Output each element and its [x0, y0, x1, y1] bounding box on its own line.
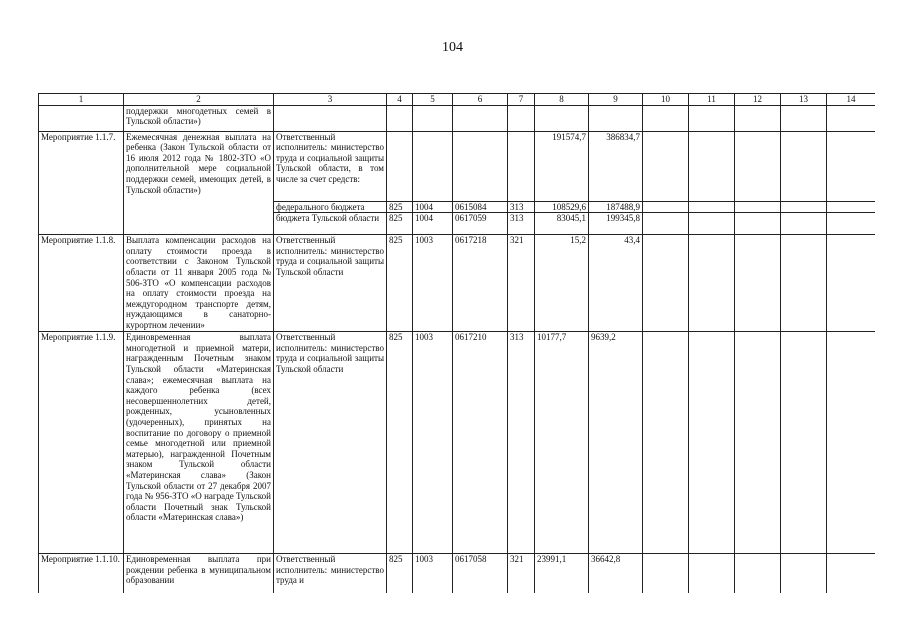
- code-cell: 313: [508, 332, 535, 554]
- value-cell: 199345,8: [589, 213, 643, 235]
- description-cell: Единовременная выплата при рождении ребенка в муниципальном образовании: [124, 554, 274, 593]
- header-cell: 9: [589, 94, 643, 106]
- code-cell: 825: [387, 235, 413, 332]
- code-cell: 313: [508, 201, 535, 213]
- code-cell: 1004: [413, 213, 453, 235]
- code-cell: 0617058: [453, 554, 508, 593]
- table-row: [39, 131, 876, 201]
- funding-source-cell: бюджета Тульской области: [274, 213, 387, 235]
- header-cell: 4: [387, 94, 413, 106]
- value-cell: 108529,6: [535, 201, 589, 213]
- header-cell: 1: [39, 94, 124, 106]
- executor-cell: Ответственный исполнитель: министерство труда и социальной защиты Тульской области: [274, 332, 387, 554]
- code-cell: 825: [387, 554, 413, 593]
- code-cell: 825: [387, 201, 413, 213]
- code-cell: 825: [387, 332, 413, 554]
- table-row: [39, 235, 876, 332]
- table-row: [39, 332, 876, 554]
- value-cell: 23991,1: [535, 554, 589, 593]
- event-cell: Мероприятие 1.1.9.: [39, 332, 124, 554]
- header-cell: 14: [827, 94, 876, 106]
- page-number: 104: [442, 40, 463, 55]
- code-cell: 0617218: [453, 235, 508, 332]
- header-cell: 5: [413, 94, 453, 106]
- header-cell: 13: [781, 94, 827, 106]
- header-cell: 2: [124, 94, 274, 106]
- code-cell: 0615084: [453, 201, 508, 213]
- code-cell: 321: [508, 554, 535, 593]
- header-cell: 3: [274, 94, 387, 106]
- value-cell: 386834,7: [589, 131, 643, 201]
- header-cell: 10: [643, 94, 689, 106]
- description-cell: Ежемесячная денежная выплата на ребенка (Закон Тульской области от 16 июля 2012 года № 1802-ЗТО «О дополнительной мере социальной поддержки семей, имеющих детей, в Тульской области»): [124, 131, 274, 235]
- header-cell: 7: [508, 94, 535, 106]
- executor-cell: Ответственный исполнитель: министерство труда и социальной защиты Тульской области: [274, 235, 387, 332]
- code-cell: 1003: [413, 235, 453, 332]
- code-cell: 321: [508, 235, 535, 332]
- code-cell: 825: [387, 213, 413, 235]
- description-cell: Единовременная выплата многодетной и приемной матери, награжденным Почетным знаком Тульской области «Материнская слава»; ежемесячная выплата на каждого ребенка (всех несовершеннолетних детей, рожденных, усыновленных (удочеренных), принятых на воспитание по договору о приемной семье многодетной или приемной матерью), награжденной Почетным знаком Тульской области «Материнская слава» (Закон Тульской области от 27 декабря 2007 года № 956-ЗТО «О награде Тульской области Почетный знак Тульской области «Материнская слава»): [124, 332, 274, 554]
- code-cell: 0617059: [453, 213, 508, 235]
- header-cell: 6: [453, 94, 508, 106]
- value-cell: 191574,7: [535, 131, 589, 201]
- value-cell: 83045,1: [535, 213, 589, 235]
- description-cell: Выплата компенсации расходов на оплату стоимости проезда в соответствии с Законом Тульской области от 11 января 2005 года № 506-ЗТО «О компенсации расходов на оплату стоимости проезда на междугородном транспорте детям, нуждающимся в санаторно-курортном лечении»: [124, 235, 274, 332]
- header-cell: 11: [689, 94, 735, 106]
- value-cell: 15,2: [535, 235, 589, 332]
- value-cell: 9639,2: [589, 332, 643, 554]
- value-cell: 187488,9: [589, 201, 643, 213]
- executor-cell: Ответственный исполнитель: министерство труда и: [274, 554, 387, 593]
- funding-source-cell: федерального бюджета: [274, 201, 387, 213]
- budget-table-container: [38, 93, 875, 593]
- description-cell: поддержки многодетных семей в Тульской области»): [124, 105, 274, 131]
- header-row: [39, 94, 876, 106]
- event-cell: Мероприятие 1.1.10.: [39, 554, 124, 593]
- code-cell: 1003: [413, 554, 453, 593]
- table-row: [39, 105, 876, 131]
- executor-cell: Ответственный исполнитель: министерство труда и социальной защиты Тульской области, в том числе за счет средств:: [274, 131, 387, 201]
- code-cell: 1003: [413, 332, 453, 554]
- event-cell: Мероприятие 1.1.8.: [39, 235, 124, 332]
- event-cell: Мероприятие 1.1.7.: [39, 131, 124, 235]
- code-cell: 1004: [413, 201, 453, 213]
- code-cell: 313: [508, 213, 535, 235]
- header-cell: 8: [535, 94, 589, 106]
- code-cell: 0617210: [453, 332, 508, 554]
- value-cell: 43,4: [589, 235, 643, 332]
- value-cell: 36642,8: [589, 554, 643, 593]
- header-cell: 12: [735, 94, 781, 106]
- table-row: [39, 554, 876, 593]
- budget-table: [38, 93, 875, 593]
- value-cell: 10177,7: [535, 332, 589, 554]
